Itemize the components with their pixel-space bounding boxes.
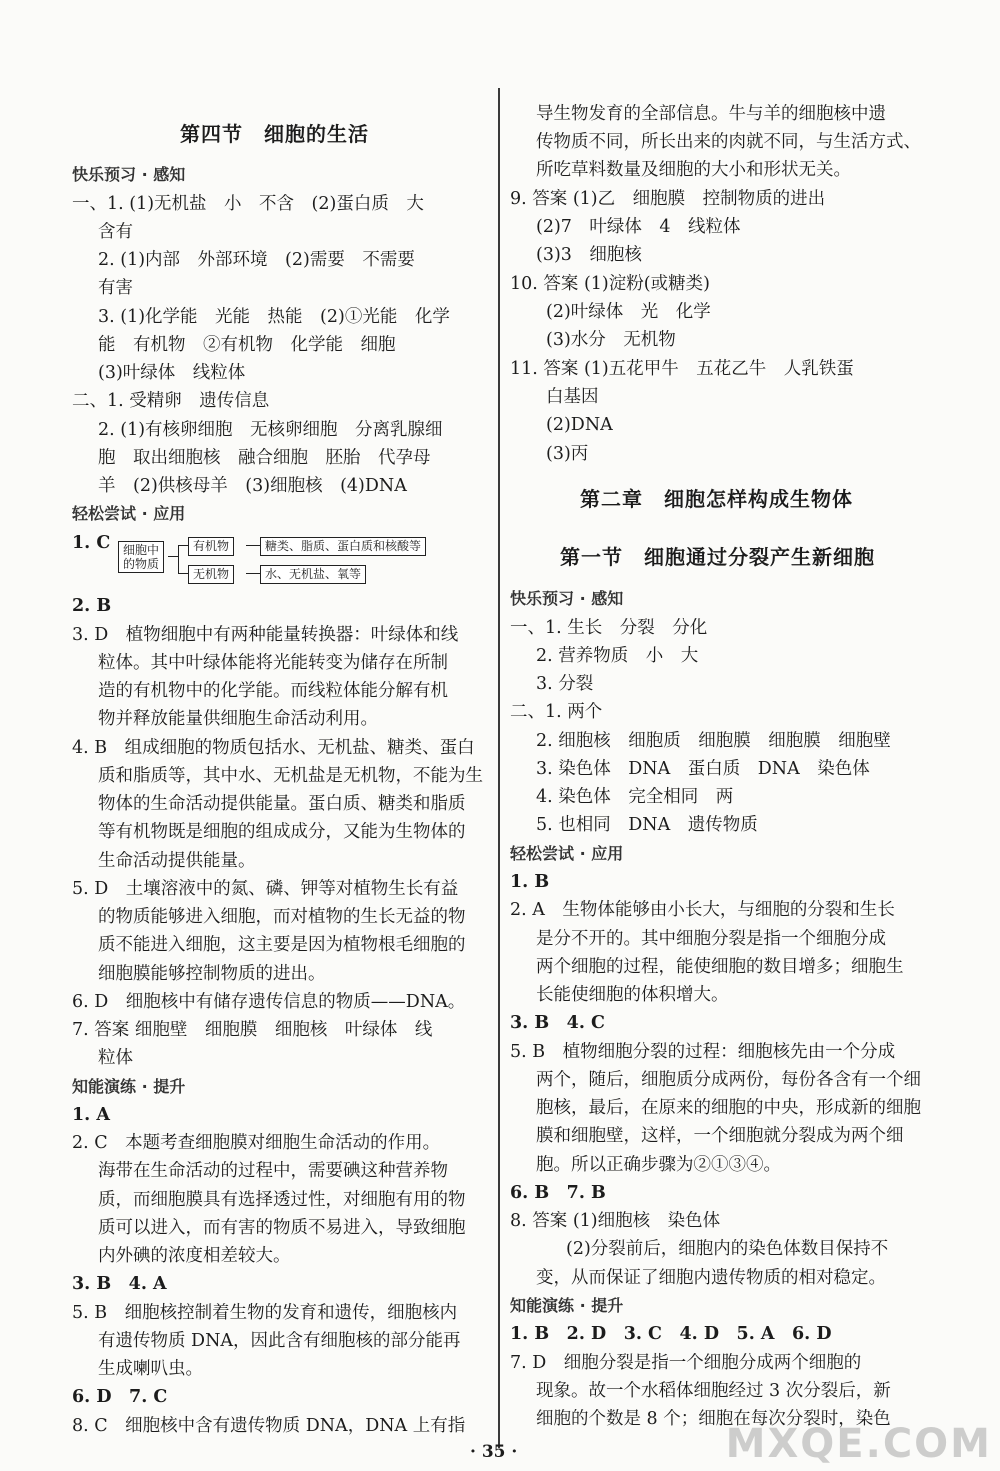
section-title: 第四节 细胞的生活 [180,122,369,146]
answer-line: 细胞膜能够控制物质的进出。 [98,964,326,984]
answer-line: 3. 分裂 [536,674,594,694]
answer-line: 2. (1)内部 外部环境 (2)需要 不需要 [98,250,415,270]
answer-line: 有害 [98,278,133,298]
answer-line: 2. 营养物质 小 大 [536,646,699,666]
page-number: · 35 · [470,1442,518,1462]
subsection-header: 知能演练 · 提升 [72,1077,186,1096]
answer-line: 3. 染色体 DNA 蛋白质 DNA 染色体 [536,759,870,779]
answer-line: 胞 取出细胞核 融合细胞 胚胎 代孕母 [98,448,431,468]
answer-line: 一、1. (1)无机盐 小 不含 (2)蛋白质 大 [72,194,424,214]
answer-line: 4. 染色体 完全相同 两 [536,787,734,807]
question-number: 1. B [510,872,550,892]
answer-line: 6. D 细胞核中有储存遗传信息的物质——DNA。 [72,992,466,1012]
answer-line: 羊 (2)供核母羊 (3)细胞核 (4)DNA [98,476,407,496]
question-number: 2. B [72,596,112,616]
diagram-root: 细胞中 的物质 [118,541,164,573]
answer-line: 生成喇叭虫。 [98,1359,203,1379]
answer-line: 等有机物既是细胞的组成成分，又能为生物体的 [98,822,466,842]
answer-line: 10. 答案 (1)淀粉(或糖类) [510,274,710,294]
classification-diagram [118,537,478,587]
answer-line: 有遗传物质 DNA，因此含有细胞核的部分能再 [98,1331,461,1351]
answer-line: 海带在生命活动的过程中，需要碘这种营养物 [98,1161,448,1181]
answer-line: 5. B 细胞核控制着生物的发育和遗传，细胞核内 [72,1303,458,1323]
answer-line: (2)DNA [546,415,613,435]
answer-line: 5. 也相同 DNA 遗传物质 [536,815,758,835]
answer-line: 所吃草料数量及细胞的大小和形状无关。 [536,160,851,180]
chapter-title: 第二章 细胞怎样构成生物体 [580,487,853,511]
answer-line: 3. B 4. C [510,1013,605,1033]
answer-line: (3)水分 无机物 [546,330,676,350]
answer-line: 4. B 组成细胞的物质包括水、无机盐、糖类、蛋白 [72,738,475,758]
answer-line: 11. 答案 (1)五花甲牛 五花乙牛 人乳铁蛋 [510,359,854,379]
answer-line: 长能使细胞的体积增大。 [536,985,729,1005]
answer-line: 6. B 7. B [510,1183,606,1203]
answer-line: 7. D 细胞分裂是指一个细胞分成两个细胞的 [510,1353,862,1373]
answer-line: 导生物发育的全部信息。牛与羊的细胞核中遗 [536,104,886,124]
answer-line: 2. A 生物体能够由小长大，与细胞的分裂和生长 [510,900,895,920]
question-number: 1. A [72,1105,110,1125]
answer-line: (2)7 叶绿体 4 线粒体 [536,217,741,237]
answer-line: 变，从而保证了细胞内遗传物质的相对稳定。 [536,1268,886,1288]
answer-line: (2)叶绿体 光 化学 [546,302,711,322]
subsection-header: 轻松尝试 · 应用 [72,504,186,523]
answer-line: 二、1. 受精卵 遗传信息 [72,391,270,411]
diagram-organic: 有机物 [188,537,234,556]
answer-line: 胞。所以正确步骤为②①③④。 [536,1155,781,1175]
answer-line: 细胞的个数是 8 个；细胞在每次分裂时，染色 [536,1409,891,1429]
answer-line: 胞核，最后，在原来的细胞的中央，形成新的细胞 [536,1098,921,1118]
answer-line: 生命活动提供能量。 [98,851,256,871]
column-divider [498,88,500,1448]
answer-line: 现象。故一个水稻体细胞经过 3 次分裂后，新 [536,1381,891,1401]
answer-line: 8. 答案 (1)细胞核 染色体 [510,1211,721,1231]
subsection-header: 快乐预习 · 感知 [72,165,186,184]
diagram-organic-items: 糖类、脂质、蛋白质和核酸等 [260,537,426,556]
subsection-header: 轻松尝试 · 应用 [510,844,624,863]
answer-line: (3)3 细胞核 [536,245,642,265]
section-title: 第一节 细胞通过分裂产生新细胞 [560,545,875,569]
answer-line: 两个细胞的过程，能使细胞的数目增多；细胞生 [536,957,904,977]
answer-line: 粒体。其中叶绿体能将光能转变为储存在所制 [98,653,448,673]
answer-line: 3. B 4. A [72,1274,167,1294]
answer-line: 物并释放能量供细胞生命活动利用。 [98,709,378,729]
answer-line: 能 有机物 ②有机物 化学能 细胞 [98,335,396,355]
answer-line: 8. C 细胞核中含有遗传物质 DNA，DNA 上有指 [72,1416,466,1436]
answer-line: 3. D 植物细胞中有两种能量转换器：叶绿体和线 [72,625,459,645]
answer-line: 3. (1)化学能 光能 热能 (2)①光能 化学 [98,307,450,327]
subsection-header: 快乐预习 · 感知 [510,589,624,608]
answer-line: 9. 答案 (1)乙 细胞膜 控制物质的进出 [510,189,826,209]
diagram-inorganic-items: 水、无机盐、氧等 [260,565,366,584]
answer-line: (2)分裂前后，细胞内的染色体数目保持不 [566,1239,889,1259]
answer-line: 5. B 植物细胞分裂的过程：细胞核先由一个分成 [510,1042,896,1062]
answer-line: 6. D 7. C [72,1387,168,1407]
answer-line: 质和脂质等，其中水、无机盐是无机物，不能为生 [98,766,483,786]
answer-line: 二、1. 两个 [510,702,603,722]
answer-line: 含有 [98,222,133,242]
watermark: MXQE.COM [725,1421,992,1467]
answer-line: 粒体 [98,1048,133,1068]
question-number: 1. C [72,533,111,553]
answer-line: 5. D 土壤溶液中的氮、磷、钾等对植物生长有益 [72,879,459,899]
answer-line: 物体的生命活动提供能量。蛋白质、糖类和脂质 [98,794,466,814]
answer-line: 1. B 2. D 3. C 4. D 5. A 6. D [510,1324,832,1344]
answer-line: 内外碘的浓度相差较大。 [98,1246,291,1266]
subsection-header: 知能演练 · 提升 [510,1296,624,1315]
answer-line: 2. C 本题考查细胞膜对细胞生命活动的作用。 [72,1133,441,1153]
answer-line: 质可以进入，而有害的物质不易进入，导致细胞 [98,1218,466,1238]
answer-line: 传物质不同，所长出来的肉就不同，与生活方式、 [536,132,921,152]
answer-line: 2. 细胞核 细胞质 细胞膜 细胞膜 细胞壁 [536,731,891,751]
answer-line: 质，而细胞膜具有选择透过性，对细胞有用的物 [98,1190,466,1210]
answer-line: 是分不开的。其中细胞分裂是指一个细胞分成 [536,929,886,949]
answer-line: 7. 答案 细胞壁 细胞膜 细胞核 叶绿体 线 [72,1020,433,1040]
answer-line: (3)叶绿体 线粒体 [98,363,246,383]
answer-line: 两个，随后，细胞质分成两份，每份各含有一个细 [536,1070,921,1090]
answer-line: 2. (1)有核卵细胞 无核卵细胞 分离乳腺细 [98,420,443,440]
answer-line: 一、1. 生长 分裂 分化 [510,618,708,638]
diagram-inorganic: 无机物 [188,565,234,584]
answer-line: 造的有机物中的化学能。而线粒体能分解有机 [98,681,448,701]
answer-line: 的物质能够进入细胞，而对植物的生长无益的物 [98,907,466,927]
answer-line: 白基因 [546,387,599,407]
answer-line: (3)丙 [546,444,589,464]
answer-line: 质不能进入细胞，这主要是因为植物根毛细胞的 [98,935,466,955]
answer-line: 膜和细胞壁，这样，一个细胞就分裂成为两个细 [536,1126,904,1146]
